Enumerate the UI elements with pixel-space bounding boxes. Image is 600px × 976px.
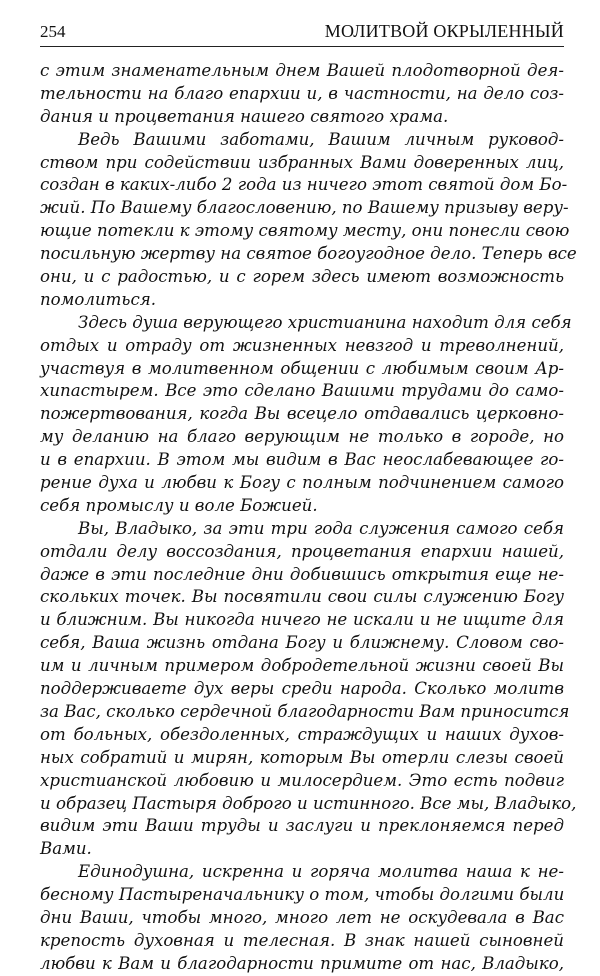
text-line: себя промыслу и воле Божией. [40, 495, 318, 515]
text-line: и в епархии. В этом мы видим в Вас неослабевающее го- [40, 450, 564, 470]
page-header [40, 18, 564, 47]
text-line: жий. По Вашему благословению, по Вашему призыву веру- [40, 198, 569, 218]
text-line: Единодушна, искренна и горяча молитва наша к не- [78, 862, 564, 882]
paragraph [40, 129, 577, 312]
text-line: скольких точек. Вы посвятили свои силы служению Богу [40, 587, 564, 607]
text-line: видим эти Ваши труды и заслуги и преклоняемся перед [40, 816, 564, 836]
text-line: себя, Ваша жизнь отдана Богу и ближнему. Словом сво- [40, 633, 564, 653]
text-line: поддерживаете дух веры среди народа. Сколько молитв [40, 679, 564, 699]
text-line: от больных, обездоленных, страждущих и наших духов- [40, 724, 564, 744]
text-line: помолиться. [40, 289, 157, 309]
page-number: 254 [40, 22, 66, 41]
text-line: посильную жертву на святое богоугодное дело. Теперь все [40, 244, 577, 264]
text-line: Вы, Владыко, за эти три года служения самого себя [78, 518, 564, 538]
text-line: и ближним. Вы никогда ничего не искали и не ищите для [40, 610, 564, 630]
text-line: отдали делу воссоздания, процветания епархии нашей, [40, 541, 564, 561]
text-line: за Вас, сколько сердечной благодарности Вам приносится [40, 701, 570, 721]
text-line: крепость духовная и телесная. В знак нашей сыновней [40, 930, 564, 950]
text-line: создан в каких-либо 2 года из ничего этот святой дом Бо- [40, 175, 568, 195]
running-title: МОЛИТВОЙ ОКРЫЛЕННЫЙ [324, 21, 564, 41]
text-line: христианской любовию и милосердием. Это есть подвиг [40, 770, 564, 790]
text-line: участвуя в молитвенном общении с любимым своим Ар- [40, 358, 564, 378]
text-line: тельности на благо епархии и, в частности, на дело соз- [40, 83, 564, 103]
page-body [40, 60, 577, 976]
text-line: ющие потекли к этому святому месту, они понесли свою [40, 221, 570, 241]
text-line: ством при содействии избранных Вами доверенных лиц, [40, 152, 564, 172]
text-line: хипастырем. Все это сделано Вашими трудами до само- [40, 381, 564, 401]
text-line: даже в эти последние дни добившись открытия еще не- [40, 564, 564, 584]
paragraph [40, 861, 564, 975]
text-line: они, и с радостью, и с горем здесь имеют возможность [40, 267, 564, 287]
text-line: и образец Пастыря доброго и истинного. Все мы, Владыко, [40, 793, 577, 813]
text-line: Ведь Вашими заботами, Вашим личным руковод- [78, 129, 564, 149]
text-line: му деланию на благо верующим не только в городе, но [40, 427, 564, 447]
text-line: с этим знаменательным днем Вашей плодотворной дея- [40, 61, 564, 80]
text-line: бесному Пастыреначальнику о том, чтобы долгими были [40, 885, 565, 905]
paragraph [40, 60, 564, 129]
text-line: дания и процветания нашего святого храма. [40, 106, 449, 126]
text-line: пожертвования, когда Вы всецело отдавались церковно- [40, 404, 564, 424]
text-line: дни Ваши, чтобы много, много лет не оскудевала в Вас [40, 907, 564, 927]
text-line: отдых и отраду от жизненных невзгод и треволнений, [40, 335, 564, 355]
paragraph [40, 518, 577, 861]
text-line: Здесь душа верующего христианина находит для себя [78, 312, 572, 332]
text-line: им и личным примером добродетельной жизни своей Вы [40, 656, 564, 676]
text-line: любви к Вам и благодарности примите от нас, Владыко, [40, 953, 564, 973]
text-line: Вами. [40, 839, 92, 859]
text-line: ных собратий и мирян, которым Вы отерли слезы своей [40, 747, 564, 767]
text-line: рение духа и любви к Богу с полным подчинением самого [40, 473, 564, 493]
paragraph [40, 312, 572, 518]
